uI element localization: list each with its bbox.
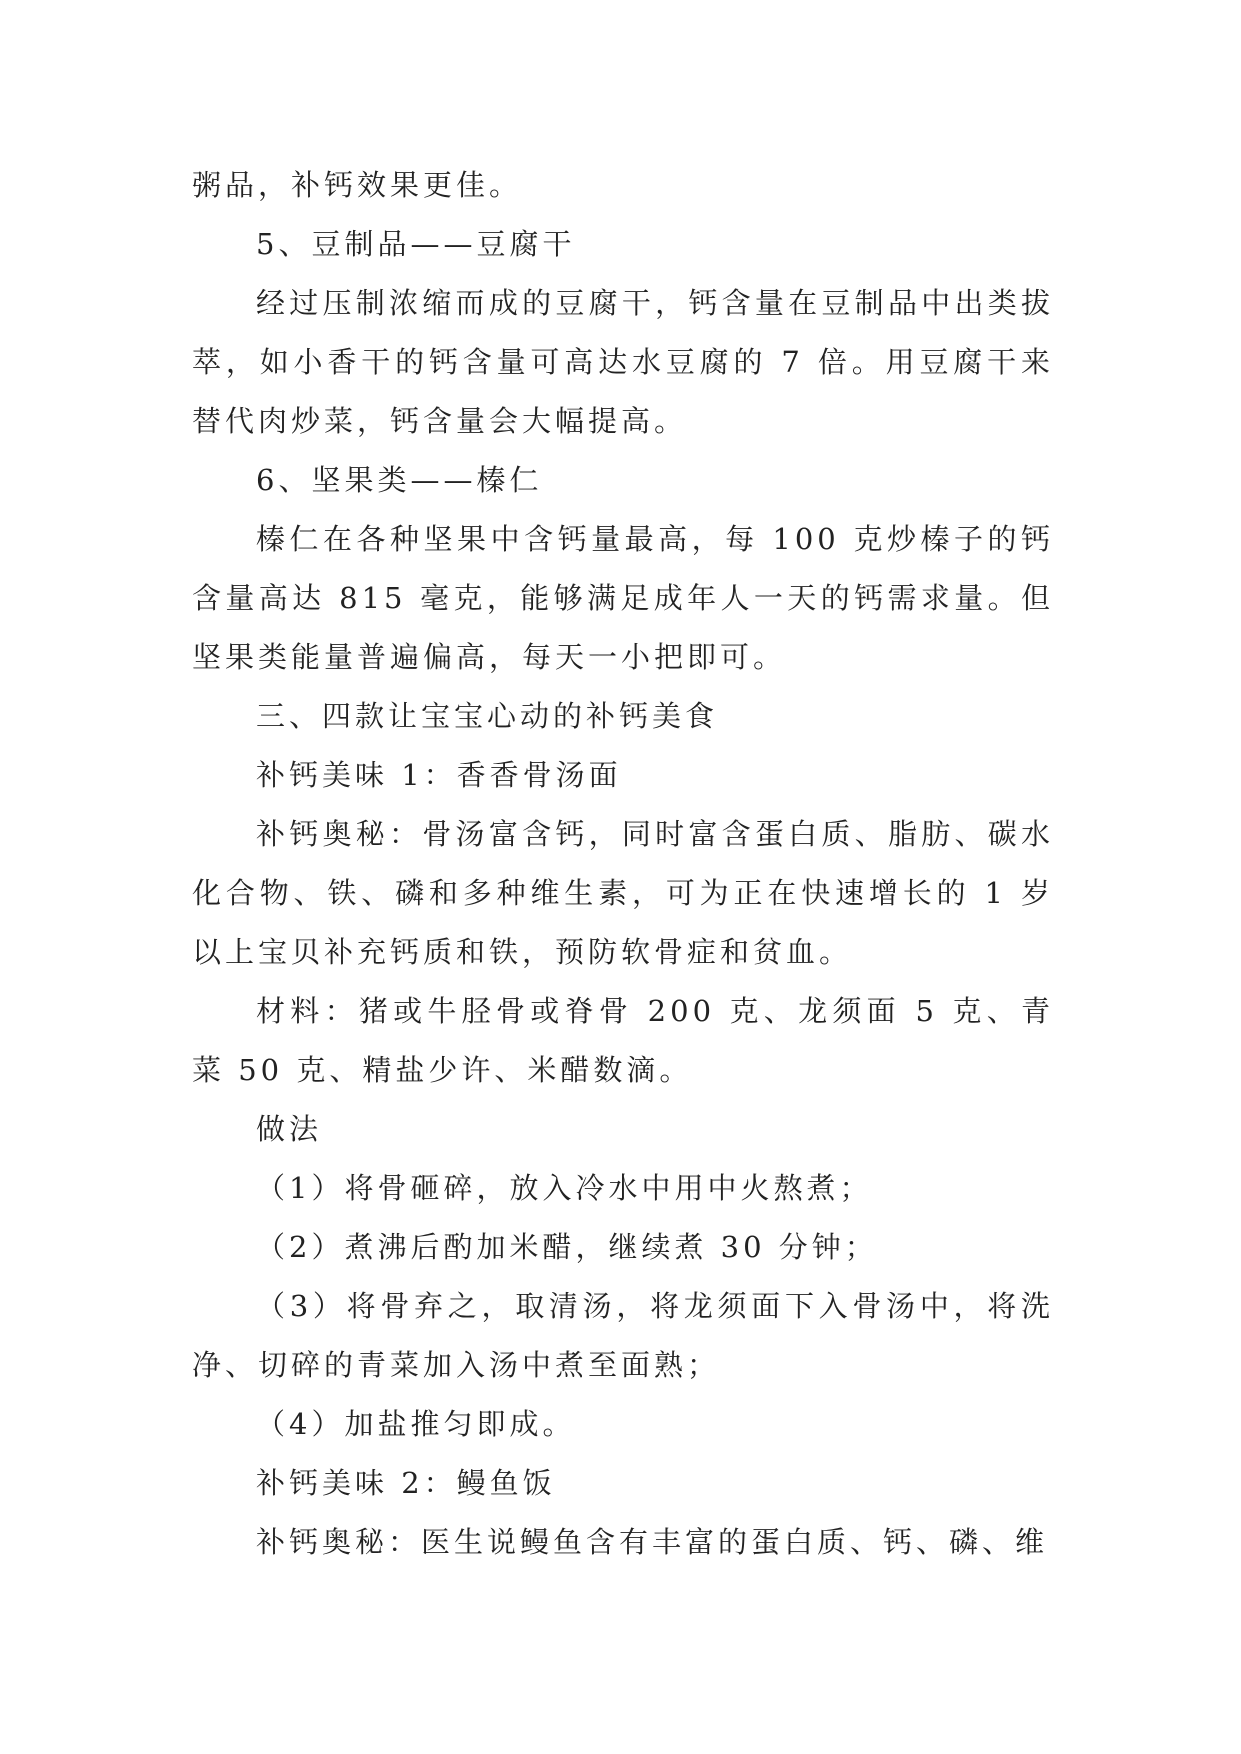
paragraph-tofu: 经过压制浓缩而成的豆腐干，钙含量在豆制品中出类拔萃，如小香干的钙含量可高达水豆腐的 7 倍。用豆腐干来替代肉炒菜，钙含量会大幅提高。 bbox=[192, 286, 1054, 438]
recipe-1-step-3: （3）将骨弃之，取清汤，将龙须面下入骨汤中，将洗净、切碎的青菜加入汤中煮至面熟； bbox=[192, 1289, 1054, 1382]
recipe-1-step-1: （1）将骨砸碎，放入冷水中用中火熬煮； bbox=[256, 1171, 873, 1205]
section-heading-recipes: 三、四款让宝宝心动的补钙美食 bbox=[256, 699, 719, 733]
document-body bbox=[192, 156, 1054, 1572]
paragraph-continuation: 粥品，补钙效果更佳。 bbox=[192, 168, 523, 202]
recipe-1-title: 补钙美味 1：香香骨汤面 bbox=[256, 758, 622, 792]
recipe-1-method-heading: 做法 bbox=[256, 1112, 323, 1146]
heading-nuts: 6、坚果类——榛仁 bbox=[256, 463, 543, 497]
recipe-2-title: 补钙美味 2：鳗鱼饭 bbox=[256, 1466, 556, 1500]
paragraph-nuts: 榛仁在各种坚果中含钙量最高，每 100 克炒榛子的钙含量高达 815 毫克，能够满足成年人一天的钙需求量。但坚果类能量普遍偏高，每天一小把即可。 bbox=[192, 522, 1054, 674]
heading-tofu: 5、豆制品——豆腐干 bbox=[256, 227, 576, 261]
recipe-2-secret: 补钙奥秘：医生说鳗鱼含有丰富的蛋白质、钙、磷、维 bbox=[256, 1525, 1049, 1559]
recipe-1-secret: 补钙奥秘：骨汤富含钙，同时富含蛋白质、脂肪、碳水化合物、铁、磷和多种维生素，可为正在快速增长的 1 岁以上宝贝补充钙质和铁，预防软骨症和贫血。 bbox=[192, 817, 1054, 969]
recipe-1-step-2: （2）煮沸后酌加米醋，继续煮 30 分钟； bbox=[256, 1230, 878, 1264]
recipe-1-step-4: （4）加盐推匀即成。 bbox=[256, 1407, 576, 1441]
recipe-1-ingredients: 材料：猪或牛胫骨或脊骨 200 克、龙须面 5 克、青菜 50 克、精盐少许、米醋数滴。 bbox=[192, 994, 1054, 1087]
